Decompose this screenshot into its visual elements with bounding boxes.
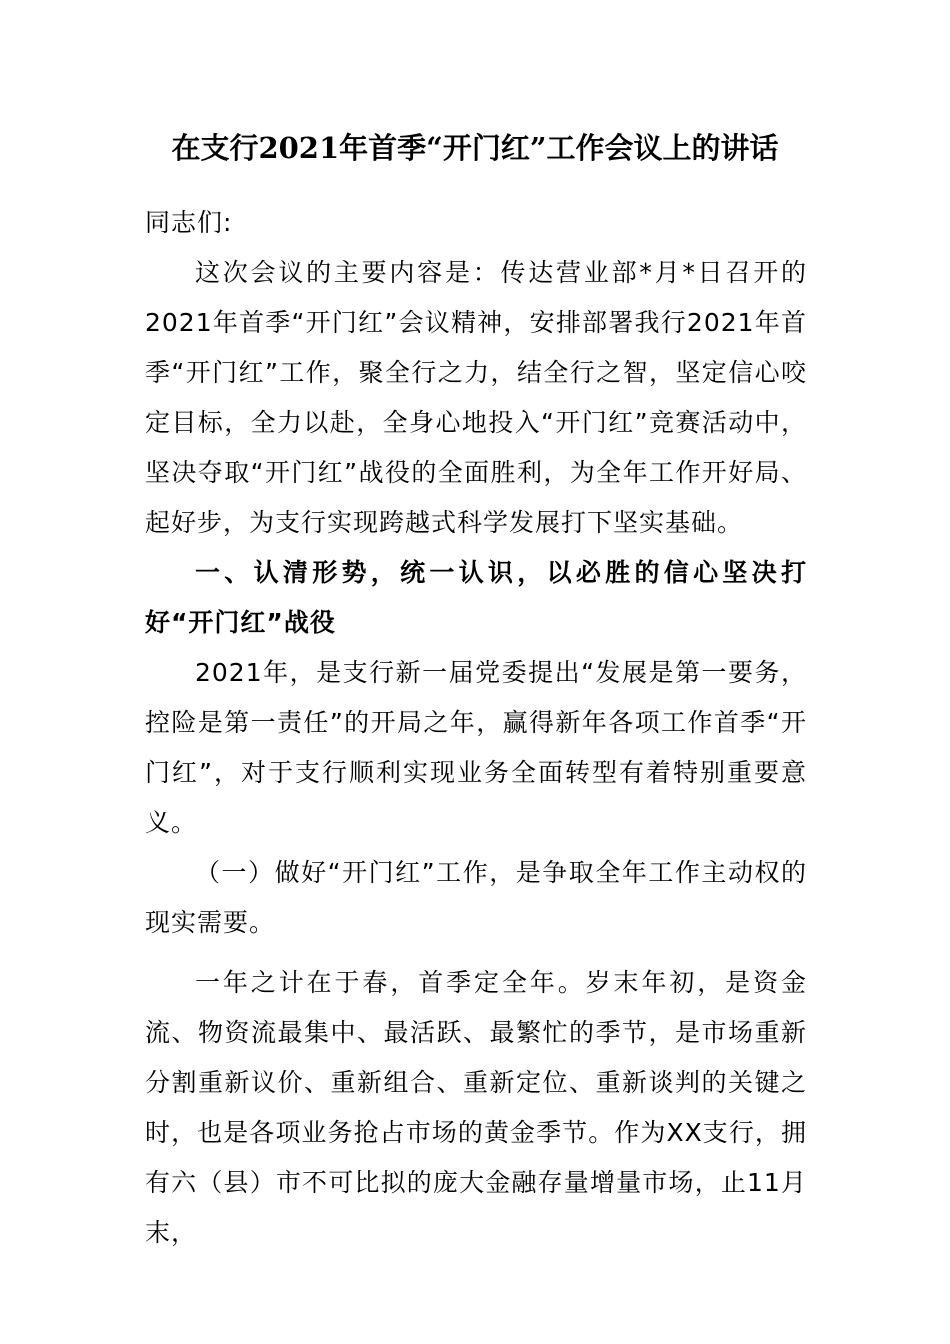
document-title: 在支行2021年首季“开门红”工作会议上的讲话: [171, 131, 779, 165]
paragraph-spring: 一年之计在于春，首季定全年。岁末年初，是资金流、物资流最集中、最活跃、最繁忙的季节，是市场重新分割重新议价、重新组合、重新定位、重新谈判的关键之时，也是各项业务抢占市场的黄金季节。作为XX支行，拥有六（县）市不可比拟的庞大金融存量增量市场，止11月末，: [145, 968, 807, 1247]
subheading-1: （一）做好“开门红”工作，是争取全年工作主动权的现实需要。: [145, 858, 807, 937]
document-body: [145, 198, 807, 1258]
paragraph-intro: 这次会议的主要内容是：传达营业部*月*日召开的2021年首季“开门红”会议精神，安排部署我行2021年首季“开门红”工作，聚全行之力，结全行之智，坚定信心咬定目标，全力以赴，全身心地投入“开门红”竞赛活动中，坚决夺取“开门红”战役的全面胜利，为全年工作开好局、起好步，为支行实现跨越式科学发展打下坚实基础。: [145, 258, 807, 537]
section-heading-1: 一、认清形势，统一认识，以必胜的信心坚决打好“开门红”战役: [145, 558, 807, 637]
paragraph-2021: 2021年，是支行新一届党委提出“发展是第一要务，控险是第一责任”的开局之年，赢得新年各项工作首季“开门红”，对于支行顺利实现业务全面转型有着特别重要意义。: [145, 658, 807, 837]
salutation: 同志们:: [145, 208, 233, 237]
